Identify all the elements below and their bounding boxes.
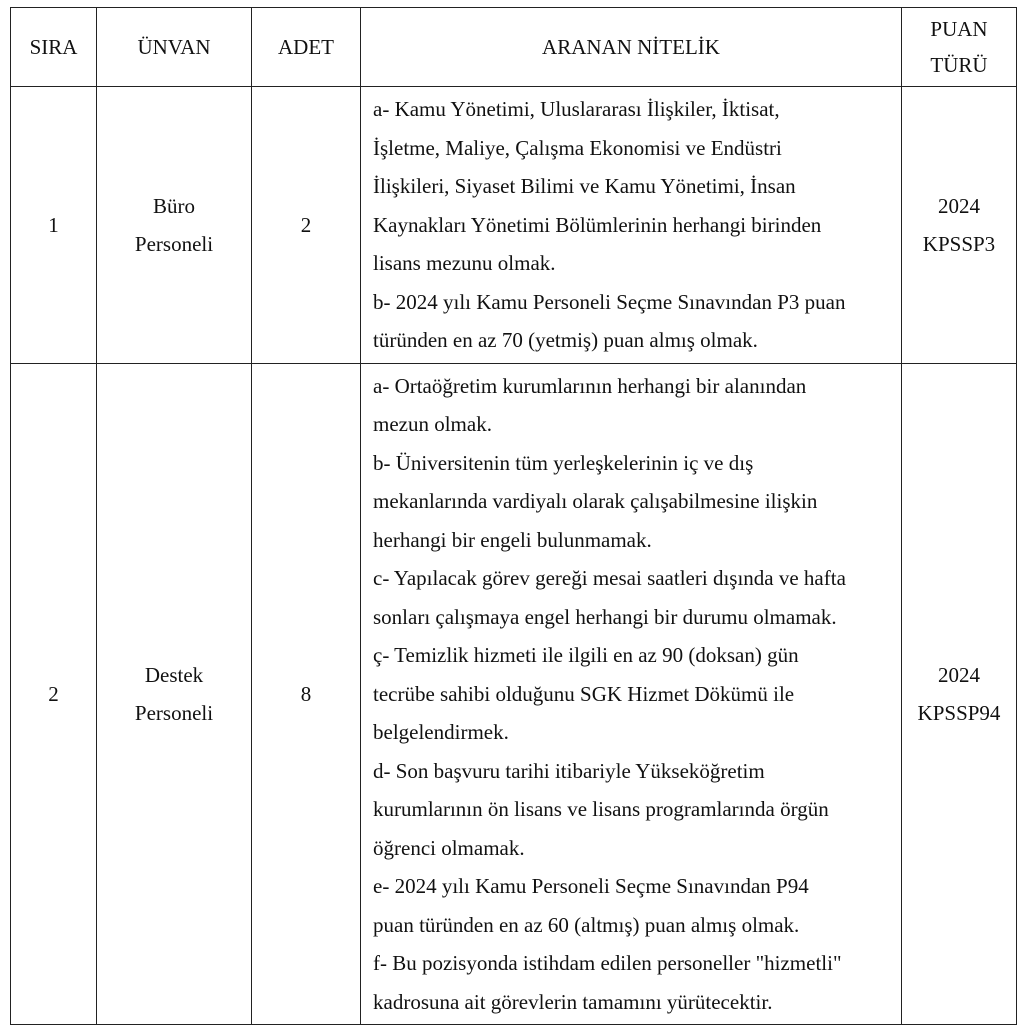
- qualification-line: b- Üniversitenin tüm yerleşkelerinin iç ve dış: [373, 450, 754, 475]
- qualification-line: puan türünden en az 60 (altmış) puan almış olmak.: [373, 912, 800, 937]
- unvan-line: Büro: [153, 193, 195, 218]
- puan-turu-line: 2024: [938, 193, 980, 218]
- puan-turu-line: 2024: [938, 662, 980, 687]
- header-adet: ADET: [252, 8, 361, 87]
- qualification-line: lisans mezunu olmak.: [373, 251, 556, 275]
- qualification-line: mekanlarında vardiyalı olarak çalışabilmesine ilişkin: [373, 489, 818, 513]
- header-unvan: ÜNVAN: [97, 8, 252, 87]
- cell-sira: 2: [11, 363, 97, 1025]
- qualification-line: İşletme, Maliye, Çalışma Ekonomisi ve Endüstri: [373, 135, 782, 160]
- header-puan-turu: [902, 8, 1017, 87]
- cell-unvan: [97, 363, 252, 1025]
- qualification-line: f- Bu pozisyonda istihdam edilen personeller "hizmetli": [373, 951, 842, 975]
- header-puan-turu-line: PUAN: [930, 17, 988, 41]
- cell-adet: 8: [252, 363, 361, 1025]
- qualification-line: Kaynakları Yönetimi Bölümlerinin herhangi birinden: [373, 212, 822, 237]
- unvan-line: Personeli: [134, 700, 214, 725]
- table-row: [11, 363, 1017, 1025]
- qualification-line: a- Kamu Yönetimi, Uluslararası İlişkiler, İktisat,: [373, 97, 780, 121]
- unvan-line: Personeli: [134, 231, 214, 256]
- unvan-line: Destek: [144, 662, 204, 687]
- header-aranan-nitelik: ARANAN NİTELİK: [361, 8, 902, 87]
- positions-table: [10, 7, 1017, 1025]
- qualification-line: türünden en az 70 (yetmiş) puan almış olmak.: [373, 328, 758, 352]
- cell-sira: 1: [11, 87, 97, 364]
- cell-aranan-nitelik: [361, 363, 902, 1025]
- cell-adet: 2: [252, 87, 361, 364]
- cell-unvan: [97, 87, 252, 364]
- qualification-line: kurumlarının ön lisans ve lisans programlarında örgün: [373, 797, 829, 821]
- qualification-line: e- 2024 yılı Kamu Personeli Seçme Sınavından P94: [373, 874, 809, 898]
- qualification-line: belgelendirmek.: [373, 720, 509, 744]
- qualification-line: a- Ortaöğretim kurumlarının herhangi bir alanından: [373, 373, 807, 398]
- puan-turu-line: KPSSP3: [922, 231, 996, 256]
- cell-puan-turu: [902, 363, 1017, 1025]
- header-sira: SIRA: [11, 8, 97, 87]
- qualification-line: sonları çalışmaya engel herhangi bir durumu olmamak.: [373, 604, 837, 629]
- qualification-line: öğrenci olmamak.: [373, 835, 525, 860]
- cell-aranan-nitelik: [361, 87, 902, 364]
- qualification-line: c- Yapılacak görev gereği mesai saatleri dışında ve hafta: [373, 566, 846, 590]
- qualification-line: ç- Temizlik hizmeti ile ilgili en az 90 (doksan) gün: [373, 643, 799, 667]
- qualification-line: İlişkileri, Siyaset Bilimi ve Kamu Yönetimi, İnsan: [373, 174, 796, 198]
- cell-puan-turu: [902, 87, 1017, 364]
- puan-turu-line: KPSSP94: [917, 700, 1001, 725]
- table-row: [11, 87, 1017, 364]
- qualification-line: kadrosuna ait görevlerin tamamını yürütecektir.: [373, 989, 773, 1014]
- qualification-line: d- Son başvuru tarihi itibariyle Yükseköğretim: [373, 758, 765, 783]
- qualification-line: herhangi bir engeli bulunmamak.: [373, 527, 652, 552]
- qualification-line: tecrübe sahibi olduğunu SGK Hizmet Dökümü ile: [373, 681, 795, 706]
- header-row: [11, 8, 1017, 87]
- header-puan-turu-line: TÜRÜ: [930, 53, 988, 77]
- qualification-line: b- 2024 yılı Kamu Personeli Seçme Sınavından P3 puan: [373, 289, 846, 314]
- qualification-line: mezun olmak.: [373, 412, 492, 436]
